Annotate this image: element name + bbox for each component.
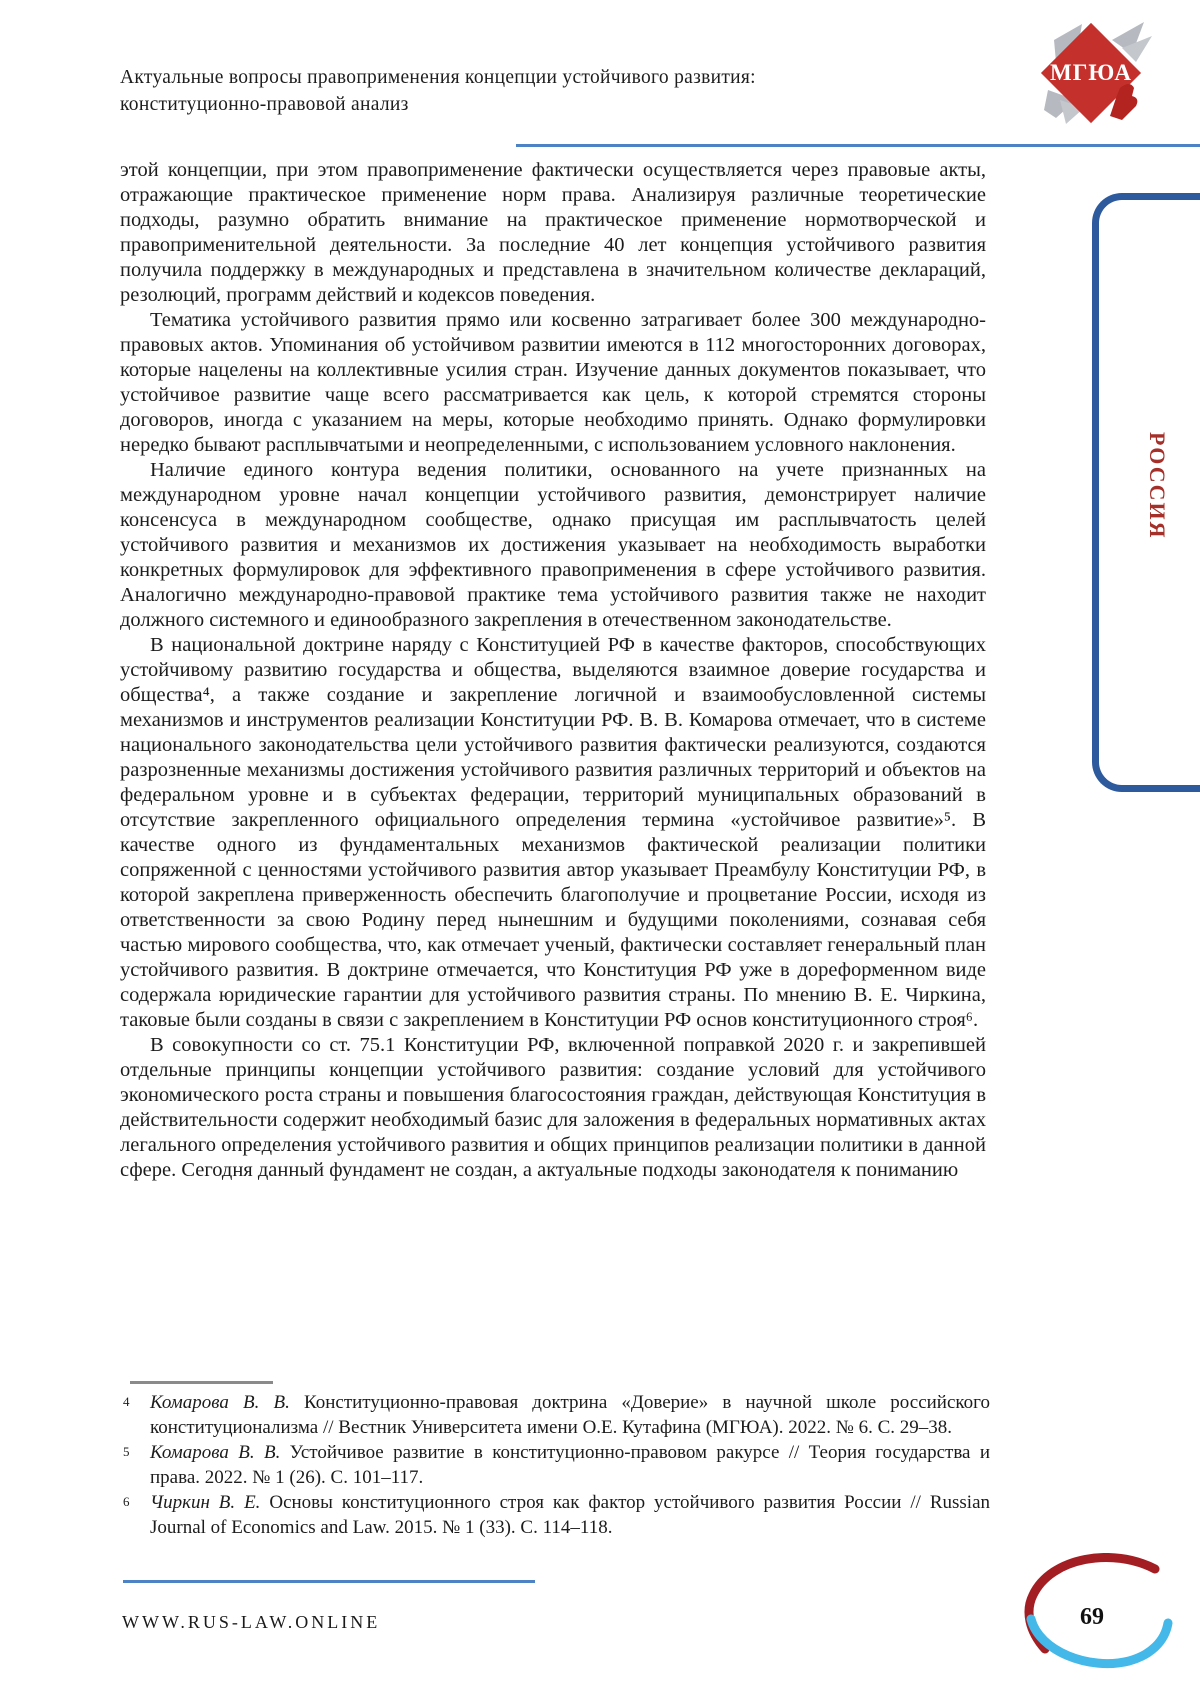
paragraph: Тематика устойчивого развития прямо или косвенно затрагивает более 300 международно-правовых актов. Упоминания об устойчивом развитии имеются в 112 многосторонних договорах, которые нацелены на коллективные усилия стран. Изучение данных документов показывает, что устойчивое развитие чаще всего рассматривается как цель, к которой стремятся стороны договоров, иногда с указанием на меры, которые необходимо принять. Однако формулировки нередко бывают расплывчатыми и неопределенными, с использованием условного наклонения. bbox=[120, 309, 986, 456]
country-label: РОССИЯ bbox=[1145, 432, 1170, 540]
footnote-marker: 5 bbox=[123, 1444, 130, 1459]
article-title-line2: конституционно-правовой анализ bbox=[120, 94, 409, 115]
footnote-text: Устойчивое развитие в конституционно-правовом ракурсе // Теория государства и права. 2022. № 1 (26). С. 101–117. bbox=[150, 1442, 991, 1488]
footnote-author: Чиркин В. Е. bbox=[150, 1492, 261, 1513]
paragraph: В совокупности со ст. 75.1 Конституции РФ, включенной поправкой 2020 г. и закрепившей отдельные принципы концепции устойчивого развития: создание условий для устойчивого экономического роста страны и повышения благосостояния граждан, действующая Конституция в действительности содержит необходимый базис для заложения в федеральных нормативных актах легального определения устойчивого развития и общих принципов реализации политики в данной сфере. Сегодня данный фундамент не создан, а актуальные подходы законодателя к пониманию bbox=[120, 1034, 986, 1181]
mgua-logo-icon bbox=[1026, 14, 1158, 136]
footnote-text: Основы конституционного строя как фактор устойчивого развития России // Russian Journal of Economics and Law. 2015. № 1 (33). С. 114–118. bbox=[150, 1492, 990, 1538]
paragraph: Наличие единого контура ведения политики, основанного на учете признанных на международном уровне начал концепции устойчивого развития, демонстрирует наличие консенсуса в международном сообществе, однако присущая им расплывчатость целей устойчивого развития и механизмов их достижения указывает на необходимость выработки конкретных формулировок для эффективного правоприменения в сфере устойчивого развития. Аналогично международно-правовой практике тема устойчивого развития также не находит должного системного и единообразного закрепления в отечественном законодательстве. bbox=[120, 459, 986, 631]
footnotes bbox=[120, 1390, 990, 1540]
footnote-author: Комарова В. В. bbox=[150, 1392, 290, 1413]
footnote-marker: 4 bbox=[123, 1394, 130, 1409]
page-header bbox=[120, 64, 880, 118]
footnote-author: Комарова В. В. bbox=[150, 1442, 281, 1463]
footer-website: WWW.RUS-LAW.ONLINE bbox=[122, 1612, 381, 1632]
logo-wordmark: МГЮА bbox=[1050, 60, 1132, 85]
footnote-marker: 6 bbox=[123, 1494, 130, 1509]
page-number: 69 bbox=[1080, 1604, 1104, 1630]
article-title-line1: Актуальные вопросы правоприменения концепции устойчивого развития: bbox=[120, 67, 756, 88]
footer-divider bbox=[123, 1580, 535, 1583]
footnote bbox=[120, 1440, 990, 1490]
footnote-divider bbox=[130, 1381, 273, 1384]
footnote bbox=[120, 1390, 990, 1440]
header-divider bbox=[516, 144, 1200, 147]
paragraph: этой концепции, при этом правоприменение фактически осуществляется через правовые акты, отражающие практическое применение норм права. Анализируя различные теоретические подходы, разумно обратить внимание на практическое применение нормотворческой и правоприменительной деятельности. За последние 40 лет концепция устойчивого развития получила поддержку в международных и представлена в значительном количестве деклараций, резолюций, программ действий и кодексов поведения. bbox=[120, 159, 986, 306]
mgua-logo bbox=[1026, 14, 1158, 136]
paragraph: В национальной доктрине наряду с Конституцией РФ в качестве факторов, способствующих устойчивому развитию государства и общества, выделяются взаимное доверие государства и общества⁴, а также создание и закрепление логичной и взаимообусловленной системы механизмов и инструментов реализации Конституции РФ. В. В. Комарова отмечает, что в системе национального законодательства цели устойчивого развития фактически реализуются, создаются разрозненные механизмы достижения устойчивого развития различных территорий и объектов на федеральном уровне и в субъектах федерации, территорий муниципальных образований в отсутствие закрепленного официального определения термина «устойчивое развитие»⁵. В качестве одного из фундаментальных механизмов фактической реализации политики сопряженной с ценностями устойчивого развития автор указывает Преамбулу Конституции РФ, в которой закреплена приверженность обеспечить благополучие и процветание России, исходя из ответственности за свою Родину перед нынешним и будущими поколениями, сознавая себя частью мирового сообщества, что, как отмечает ученый, фактически составляет генеральный план устойчивого развития. В доктрине отмечается, что Конституция РФ уже в дореформенном виде содержала юридические гарантии для устойчивого развития страны. По мнению В. Е. Чиркина, таковые были созданы в связи с закреплением в Конституции РФ основ конституционного строя⁶. bbox=[120, 634, 986, 1031]
footnote-text: Конституционно-правовая доктрина «Доверие» в научной школе российского конституционализма // Вестник Университета имени О.Е. Кутафина (МГЮА). 2022. № 6. С. 29–38. bbox=[150, 1392, 990, 1438]
footnote bbox=[120, 1490, 990, 1540]
article-body bbox=[120, 158, 986, 1373]
